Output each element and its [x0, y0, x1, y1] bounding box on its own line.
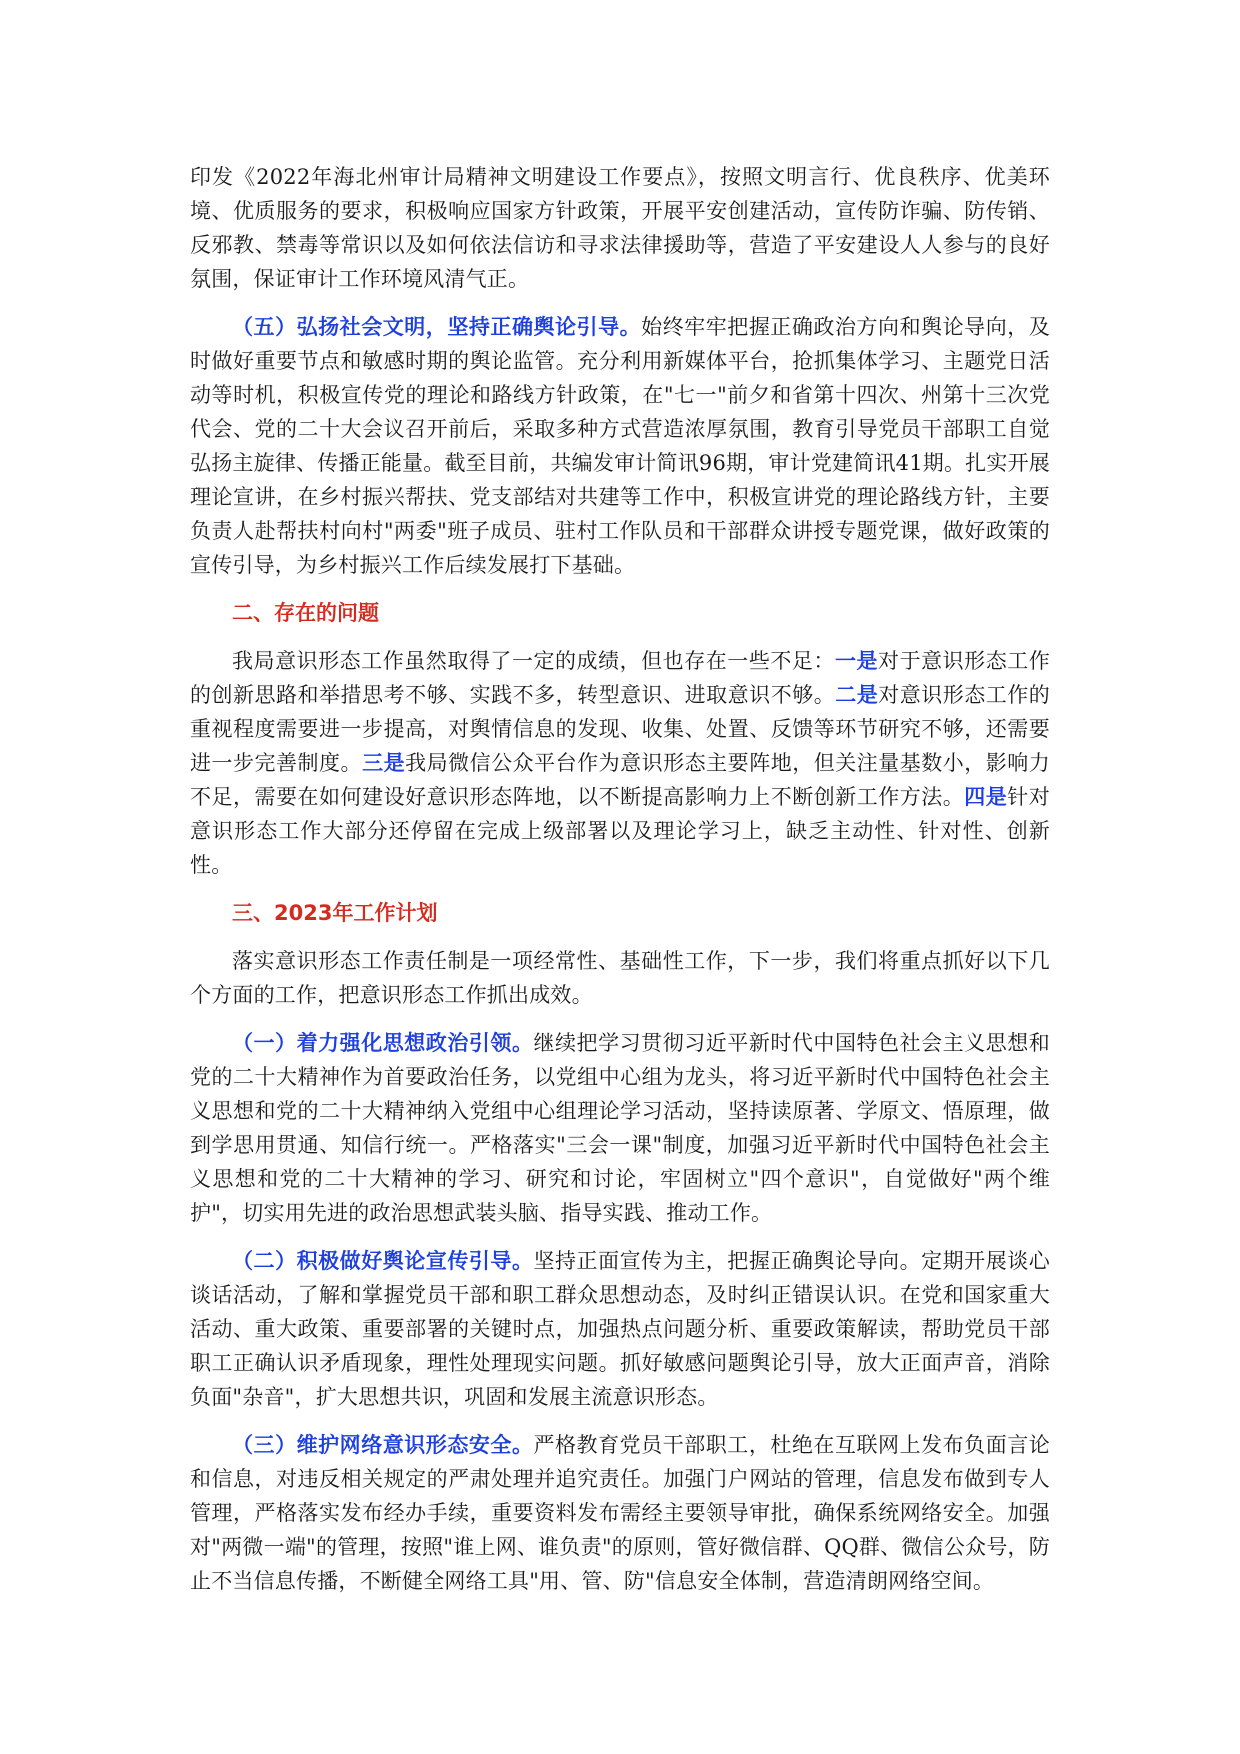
paragraph-text: 落实意识形态工作责任制是一项经常性、基础性工作，下一步，我们将重点抓好以下几个方面的工作，把意识形态工作抓出成效。: [190, 949, 1050, 1007]
paragraph-text: 针对意识形态工作大部分还停留在完成上级部署以及理论学习上，缺乏主动性、针对性、创新性。: [190, 785, 1050, 877]
subsection-lead: （三）维护网络意识形态安全。: [232, 1433, 534, 1457]
paragraph-political-guidance: [190, 1026, 1050, 1230]
subsection-lead: （一）着力强化思想政治引领。: [232, 1031, 534, 1055]
paragraph-text: 严格教育党员干部职工，杜绝在互联网上发布负面言论和信息，对违反相关规定的严肃处理并追究责任。加强门户网站的管理，信息发布做到专人管理，严格落实发布经办手续，重要资料发布需经主要领导审批，确保系统网络安全。加强对"两微一端"的管理，按照"谁上网、谁负责"的原则，管好微信群、QQ群、微信公众号，防止不当信息传播，不断健全网络工具"用、管、防"信息安全体制，营造清朗网络空间。: [190, 1433, 1050, 1593]
point-marker-2: 二是: [835, 683, 879, 707]
paragraph-text: 印发《2022年海北州审计局精神文明建设工作要点》，按照文明言行、优良秩序、优美环境、优质服务的要求，积极响应国家方针政策，开展平安创建活动，宣传防诈骗、防传销、反邪教、禁毒等常识以及如何依法信访和寻求法律援助等，营造了平安建设人人参与的良好氛围，保证审计工作环境风清气正。: [190, 165, 1050, 291]
subsection-lead: （二）积极做好舆论宣传引导。: [232, 1249, 534, 1273]
paragraph-peace-building: [190, 160, 1050, 296]
paragraph-text: 对意识形态工作的重视程度需要进一步提高，对舆情信息的发现、收集、处置、反馈等环节研究不够，还需要进一步完善制度。: [190, 683, 1050, 775]
paragraph-social-civilization: [190, 310, 1050, 582]
point-marker-4: 四是: [964, 785, 1008, 809]
paragraph-text: 坚持正面宣传为主，把握正确舆论导向。定期开展谈心谈话活动，了解和掌握党员干部和职工群众思想动态，及时纠正错误认识。在党和国家重大活动、重大政策、重要部署的关键时点，加强热点问题分析、重要政策解读，帮助党员干部职工正确认识矛盾现象，理性处理现实问题。抓好敏感问题舆论引导，放大正面声音，消除负面"杂音"，扩大思想共识，巩固和发展主流意识形态。: [190, 1249, 1050, 1409]
paragraph-text: 我局微信公众平台作为意识形态主要阵地，但关注量基数小，影响力不足，需要在如何建设好意识形态阵地，以不断提高影响力上不断创新工作方法。: [190, 751, 1050, 809]
point-marker-1: 一是: [834, 649, 879, 673]
paragraph-problems: [190, 644, 1050, 882]
paragraph-text: 对于意识形态工作的创新思路和举措思考不够、实践不多，转型意识、进取意识不够。: [190, 649, 1050, 707]
paragraph-plan-intro: [190, 944, 1050, 1012]
paragraph-text: 继续把学习贯彻习近平新时代中国特色社会主义思想和党的二十大精神作为首要政治任务，以党组中心组为龙头，将习近平新时代中国特色社会主义思想和党的二十大精神纳入党组中心组理论学习活动，坚持读原著、学原文、悟原理，做到学思用贯通、知信行统一。严格落实"三会一课"制度，加强习近平新时代中国特色社会主义思想和党的二十大精神的学习、研究和讨论，牢固树立"四个意识"，自觉做好"两个维护"，切实用先进的政治思想武装头脑、指导实践、推动工作。: [190, 1031, 1050, 1225]
paragraph-public-opinion: [190, 1244, 1050, 1414]
subsection-lead: （五）弘扬社会文明，坚持正确舆论引导。: [232, 315, 642, 339]
section-heading-plan: 三、2023年工作计划: [232, 901, 438, 925]
paragraph-text: 我局意识形态工作虽然取得了一定的成绩，但也存在一些不足：: [232, 649, 835, 673]
paragraph-network-security: [190, 1428, 1050, 1598]
section-heading-problems: 二、存在的问题: [232, 601, 379, 625]
paragraph-text: 始终牢牢把握正确政治方向和舆论导向，及时做好重要节点和敏感时期的舆论监管。充分利用新媒体平台，抢抓集体学习、主题党日活动等时机，积极宣传党的理论和路线方针政策，在"七一"前夕和省第十四次、州第十三次党代会、党的二十大会议召开前后，采取多种方式营造浓厚氛围，教育引导党员干部职工自觉弘扬主旋律、传播正能量。截至目前，共编发审计简讯96期，审计党建简讯41期。扎实开展理论宣讲，在乡村振兴帮扶、党支部结对共建等工作中，积极宣讲党的理论路线方针，主要负责人赴帮扶村向村"两委"班子成员、驻村工作队员和干部群众讲授专题党课，做好政策的宣传引导，为乡村振兴工作后续发展打下基础。: [190, 315, 1050, 577]
point-marker-3: 三是: [362, 751, 406, 775]
